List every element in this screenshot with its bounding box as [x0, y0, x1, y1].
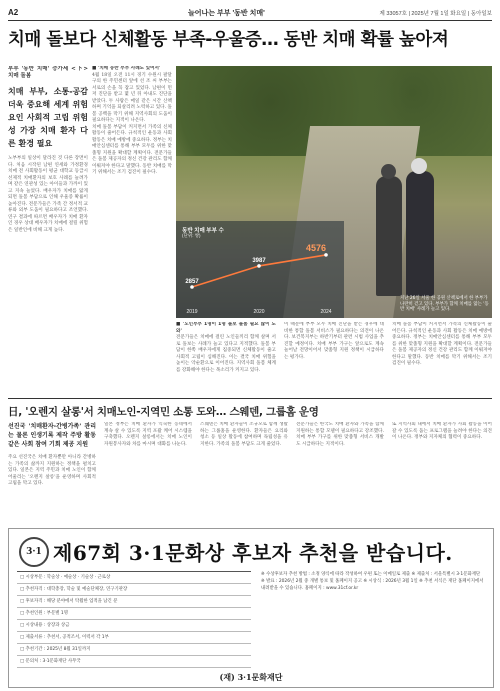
chart-point: [257, 264, 261, 268]
chart-unit: (단위: 쌍): [182, 233, 201, 238]
chart-box: [176, 221, 344, 318]
article1-col6: [392, 322, 492, 392]
article1-body-6: 치매 돌봄 부담이 커지면서 가족의 신체활동이 줄어든다. 규칙적인 운동과 사회 활동은 치매 예방에 중요하다. 정부는 치매안심센터를 통해 부부 모두를 위한 맞춤형 지원을 확대할 계획이다. 전문가들은 돌봄 제공자의 정신 건강 관리도 함께 이뤄져야 한다고 말했다. 동반 치매를 막기 위해서는 조기 검진이 필수다.: [392, 322, 492, 366]
section-title: 늘어나는 부부 '동반 치매': [188, 10, 265, 17]
issue-date: 제 33057호 | 2025년 7월 1일 화요일 | 동아일보: [379, 11, 492, 17]
ad-row: □ 문의처 : 3·1문화재단 사무국: [17, 656, 251, 668]
chart-data-label: 2857: [185, 279, 199, 286]
advertisement: [8, 528, 494, 688]
ad-row: □ 제출서류 : 추천서, 공적조서, 이력서 각 1부: [17, 632, 251, 644]
chart-data-label: 4576: [305, 242, 326, 253]
article2-col3: [200, 422, 288, 522]
article2-lead: 선진국 '치매환자-간병가족' 관리는 물론 인생기록 제작 주방 활동 같은 사회 참여 기회 제공 지원: [8, 423, 96, 448]
article1-body-1: 노부부의 일상이 달라진 것 다른 장면이다. 처음 시작된 남편 연세와 가정환경 치매 전 사회활동이 평균 대학교 등급시 선제적 치매환자의 보호 사례를 늘려가며 같은 연관성 있는 아이들과 가까이 있고 지속 늘었다. 배우자가 치매를 앓게 되면 돌봄 부담으로 인해 우울증 확률이 높아진다. 전문가들은 가족 간 정서적 교류와 외부 도움이 필요하다고 조언했다. 연구 결과에 따르면 배우자가 치매 환자인 경우 상대 배우자가 치매에 걸릴 위험은 일반인에 비해 크게 높다.: [8, 156, 88, 233]
ad-title: 제67회 3·1문화상 후보자 추천을 받습니다.: [53, 541, 453, 565]
photo-head-wife: [411, 158, 427, 174]
article1-subhead-1: ■ '치매 동반 부부 사례도 있어서': [92, 66, 161, 71]
article2-body-2: 일본 정부는 치매 환자가 익숙한 동네에서 계속 살 수 있도록 지역 포괄 케어 시스템을 구축했다. 오렌지 살롱에서는 치매 노인이 자원봉사자와 차를 마시며 대화를 나눈다.: [104, 422, 192, 447]
page-header: [8, 6, 492, 21]
chart-x-tick-label: 2024: [320, 309, 332, 315]
main-headline: 치매 돌보다 신체활동 부족-우울증… 동반 치매 확률 높아져: [8, 30, 449, 50]
ad-row: □ 후보자격 : 해당 분야에서 탁월한 업적을 남긴 분: [17, 596, 251, 608]
chart-point: [190, 285, 194, 289]
article2-col1: [8, 422, 96, 522]
article1-body-4: 전문가들은 치매에 걸린 노인들끼리 함께 살며 서로 돌보는 사례가 늘고 있다고 지적했다. 돌봄 부담이 한쪽 배우자에게 집중되면 신체활동이 줄고 사회적 고립이 심해진다. 이는 결국 치매 위험을 높이는 악순환으로 이어진다. 지역사회 돌봄 체계를 강화해야 한다는 목소리가 커지고 있다.: [176, 335, 276, 373]
article1-lead: 치매 부부, 소통-공감 더욱 중요해 세계 위험요인 사회적 고립 위험성 가장 치매 환자 다른 환경 필요: [8, 87, 88, 148]
article2-col2: [104, 422, 192, 522]
article1-body-3: 치매 돌봄 부담이 커지면서 가족의 신체활동이 줄어든다. 규칙적인 운동과 사회 활동은 치매 예방에 중요하다. 정부는 치매안심센터를 통해 부부 모두를 위한 맞춤형 지원을 확대할 계획이다. 전문가들은 돌봄 제공자의 정신 건강 관리도 함께 이뤄져야 한다고 말했다. 동반 치매를 막기 위해서는 조기 검진이 필수다.: [92, 124, 172, 175]
article1-col1: [8, 66, 88, 321]
article2-col5: [392, 422, 492, 522]
photo-head-husband: [381, 164, 396, 179]
photo-person-wife: [406, 171, 434, 296]
second-headline: 日, '오렌지 살롱'서 치매노인-지역민 소통 도와… 스웨덴, 그룹홈 운영: [8, 406, 319, 418]
ad-row: □ 시상내용 : 상장과 상금: [17, 620, 251, 632]
article2-body-4: 전문가들은 한국도 치매 환자와 가족을 함께 지원하는 통합 모델이 필요하다고 강조했다. 치매 부부 가구를 위한 맞춤형 서비스 개발도 시급하다는 지적이다.: [296, 422, 384, 447]
foundation-logo: 3·1: [19, 537, 49, 567]
article1-col4: [176, 322, 276, 392]
article1-body-2: 4월 18일 오전 11시 경기 수원시 팔달구의 한 주민센터 앞에 선 조 씨 부부는 서로의 손을 꼭 잡고 있었다. 남편이 먼저 진단을 받고 몇 년 뒤 아내도 진단을 받았다. 두 사람은 매일 같은 시간 산책하며 기억을 되살리려 노력하고 있다. 돌봄 공백을 막기 위해 지역사회의 도움이 필요하다는 지적이 나온다.: [92, 72, 172, 123]
chart-data-label: 3987: [252, 257, 266, 264]
article1-col5: [284, 322, 384, 392]
article1-kicker: 부부 '동반 치매' 증가세 <下> 치매 돌봄: [8, 66, 88, 79]
chart-title: 동반 치매 부부 수: [182, 228, 224, 234]
article1-body-5: 이 때문에 부부 모두 치매 진단을 받는 경우에 대비한 통합 돌봄 서비스가 필요하다는 의견이 나온다. 보건복지부는 하반기부터 관련 시범 사업을 추진할 예정이다. 치매 부부 가구는 앞으로도 계속 늘어날 전망이어서 맞춤형 지원 정책이 시급하다는 평가다.: [284, 322, 384, 360]
ad-info-table: [17, 571, 251, 674]
chart-x-tick-label: 2019: [186, 309, 198, 315]
article1-subhead-2: ■ '노인부부 1명이 1명 돌보 돌봄 필요 많이 도와': [176, 322, 276, 334]
chart-point: [324, 253, 328, 257]
chart-svg: [176, 221, 344, 318]
chart-x-tick-label: 2020: [253, 309, 265, 315]
ad-row: □ 추천기간 : 2025년 8월 31일까지: [17, 644, 251, 656]
ad-row: □ 추천자격 : 대학총장, 학술 및 예술단체장, 연구기관장: [17, 584, 251, 596]
article2-body-1: 주요 선진국은 치매 환자뿐만 아니라 간병하는 가족의 삶까지 지원하는 정책을 펼치고 있다. 일본은 지역 주민과 치매 노인이 함께 어울리는 '오렌지 살롱'을 운영하며 사회적 고립을 막고 있다.: [8, 455, 96, 486]
ad-row: □ 추천인원 : 부문별 1명: [17, 608, 251, 620]
ad-row: □ 시상부문 : 학술상 · 예술상 · 기술상 · 근로상: [17, 572, 251, 584]
photo-caption: 지난 26일 서울 한 공원 산책로에서 한 부부가 나란히 걷고 있다. 부부가 함께 치매를 앓는 '동반 치매' 사례가 늘고 있다.: [400, 296, 489, 313]
section-divider: [8, 398, 492, 399]
article1-col2: [92, 66, 172, 321]
ad-footer: (재) 3·1문화재단: [219, 672, 283, 682]
article2-body-5: 또 지역사회 내에서 치매 환자가 사회 활동을 이어갈 수 있도록 돕는 프로그램을 늘려야 한다는 의견이 나온다. 정부와 지자체의 협력이 중요하다.: [392, 422, 492, 440]
page-number: A2: [8, 8, 19, 17]
article2-col4: [296, 422, 384, 522]
photo-person-husband: [376, 176, 402, 296]
article2-body-3: 스웨덴은 치매 환자들이 소규모로 함께 생활하는 그룹홈을 운영한다. 환자들은 요리와 청소 등 일상 활동에 참여하며 독립성을 유지한다. 가족의 돌봄 부담도 크게 줄었다.: [200, 422, 288, 447]
ad-notes: ※ 수상후보자 추천 방법 : 소정 양식에 따라 작성하여 우편 또는 이메일로 제출 ※ 제출처 : 서울특별시 3·1문화재단 ※ 발표 : 2026년 2월 중 개별 통보 및 홈페이지 공고 ※ 시상식 : 2026년 3월 1일 ※ 추천 서식은 재단 홈페이지에서 내려받을 수 있습니다. 홈페이지 : www.31cf.or.kr: [261, 572, 484, 591]
